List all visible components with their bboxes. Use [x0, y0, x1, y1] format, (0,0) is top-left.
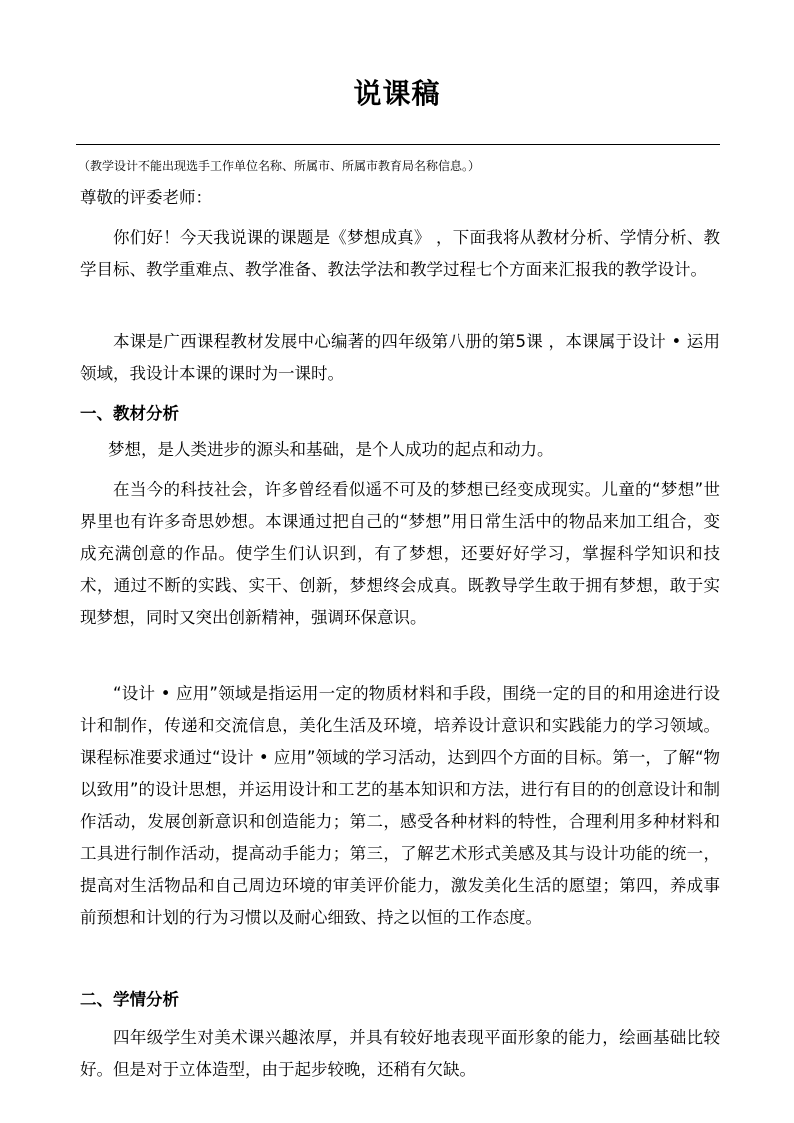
- textbook-analysis-paragraph-3: “设计 • 应用”领域是指运用一定的物质材料和手段，围绕一定的目的和用途进行设计和制作，传递和交流信息，美化生活及环境，培养设计意识和实践能力的学习领域。课程标准要求通过“设计 • 应用”领域的学习活动，达到四个方面的目标。第一，了解“物以致用”的设计思想，并运用设计和工艺的基本知识和方法，进行有目的的创意设计和制作活动，发展创新意识和创造能力；第二，感受各种材料的特性，合理利用多种材料和工具进行制作活动，提高动手能力；第三，了解艺术形式美感及其与设计功能的统一，提高对生活物品和自己周边环境的审美评价能力，激发美化生活的愿望；第四，养成事前预想和计划的行为习惯以及耐心细致、持之以恒的工作态度。: [80, 684, 720, 927]
- intro-paragraph-1: 你们好！今天我说课的课题是《梦想成真》 ，下面我将从教材分析、学情分析、教学目标、教学重难点、教学准备、教法学法和教学过程七个方面来汇报我的教学设计。: [80, 228, 720, 279]
- salutation: 尊敬的评委老师：: [80, 188, 212, 207]
- textbook-analysis-paragraph-1: 梦想，是人类进步的源头和基础，是个人成功的起点和动力。: [108, 440, 554, 459]
- intro-paragraph-2: 本课是广西课程教材发展中心编著的四年级第八册的第5课 ，本课属于设计 • 运用领域，我设计本课的课时为一课时。: [80, 332, 720, 383]
- document-title: 说课稿: [353, 77, 441, 110]
- section-heading-textbook-analysis: 一、教材分析: [80, 404, 179, 423]
- section-heading-student-analysis: 二、学情分析: [80, 990, 179, 1009]
- student-analysis-paragraph-1: 四年级学生对美术课兴趣浓厚，并具有较好地表现平面形象的能力，绘画基础比较好。但是对于立体造型，由于起步较晚，还稍有欠缺。: [80, 1028, 720, 1079]
- instruction-note: （教学设计不能出现选手工作单位名称、所属市、所属市教育局名称信息。）: [78, 159, 481, 173]
- textbook-analysis-paragraph-2: 在当今的科技社会，许多曾经看似遥不可及的梦想已经变成现实。儿童的“梦想”世界里也有许多奇思妙想。本课通过把自己的“梦想”用日常生活中的物品来加工组合，变成充满创意的作品。使学生们认识到，有了梦想，还要好好学习，掌握科学知识和技术，通过不断的实践、实干、创新，梦想终会成真。既教导学生敢于拥有梦想，敢于实现梦想，同时又突出创新精神，强调环保意识。: [80, 480, 720, 627]
- title-divider: [76, 144, 720, 145]
